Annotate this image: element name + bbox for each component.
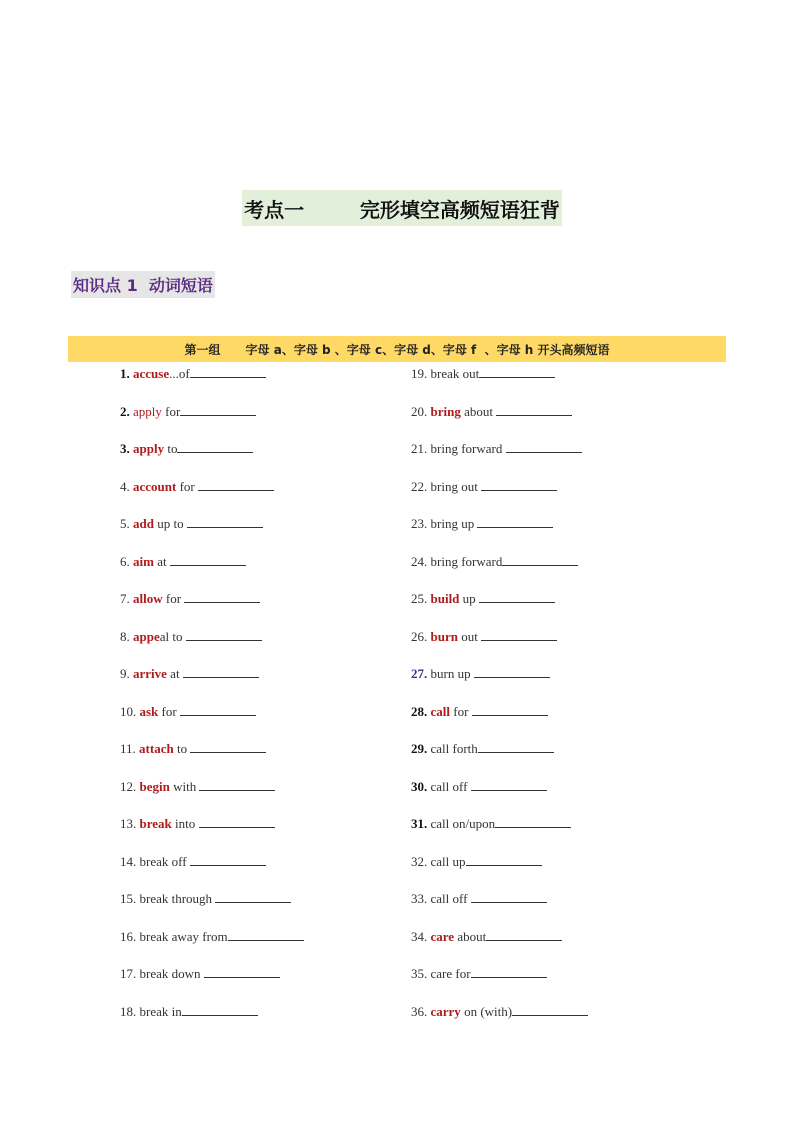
item-number: 36. (411, 1003, 431, 1019)
item-number: 6. (120, 553, 133, 569)
phrase-item (120, 776, 304, 814)
group-header: 第一组 字母 a、字母 b 、字母 c、字母 d、字母 f 、字母 h 开头高频短语 (68, 336, 726, 362)
phrase-item (411, 851, 588, 889)
phrase-text: for (158, 703, 177, 719)
answer-blank[interactable] (198, 478, 274, 491)
item-number: 26. (411, 628, 431, 644)
phrase-item (411, 438, 588, 476)
item-number: 8. (120, 628, 133, 644)
phrase-item (120, 663, 304, 701)
phrase-item (120, 926, 304, 964)
highlighted-word: attach (139, 741, 174, 756)
answer-blank[interactable] (187, 515, 263, 528)
item-number: 10. (120, 703, 140, 719)
phrase-text: call forth (430, 741, 478, 756)
phrase-text: bring out (430, 478, 478, 494)
answer-blank[interactable] (506, 440, 582, 453)
highlighted-word: break (139, 816, 172, 831)
phrase-text: ...of (169, 366, 190, 381)
phrase-text: to (173, 741, 188, 756)
item-number: 23. (411, 516, 431, 531)
item-number: 1. (120, 366, 133, 381)
item-number: 18. (120, 1003, 140, 1019)
item-number: 2. (120, 403, 133, 419)
answer-blank[interactable] (471, 890, 547, 903)
page-title: 考点一 完形填空高频短语狂背 (242, 190, 562, 226)
phrase-item (411, 1001, 588, 1039)
item-number: 7. (120, 591, 133, 606)
answer-blank[interactable] (477, 515, 553, 528)
phrase-text: on (with) (460, 1003, 513, 1019)
phrase-item (120, 963, 304, 1001)
phrase-item (120, 813, 304, 851)
item-number: 24. (411, 553, 431, 569)
answer-blank[interactable] (228, 928, 304, 941)
phrase-text: at (166, 666, 180, 681)
item-number: 35. (411, 966, 431, 981)
phrase-text: bring forward (430, 441, 503, 456)
item-number: 29. (411, 741, 431, 756)
phrase-item (411, 663, 588, 701)
answer-blank[interactable] (481, 628, 557, 641)
item-number: 15. (120, 891, 140, 906)
phrase-text: call up (430, 853, 466, 869)
phrase-list-left (120, 363, 304, 1038)
item-number: 14. (120, 853, 140, 869)
phrase-item (120, 1001, 304, 1039)
highlighted-word: begin (139, 778, 170, 794)
phrase-text: out (457, 628, 478, 644)
phrase-text: break down (139, 966, 201, 981)
answer-blank[interactable] (471, 778, 547, 791)
item-number: 22. (411, 478, 431, 494)
highlighted-word: apply (133, 441, 165, 456)
answer-blank[interactable] (180, 703, 256, 716)
section-heading: 知识点 1 动词短语 (71, 271, 215, 298)
answer-blank[interactable] (190, 740, 266, 753)
answer-blank[interactable] (512, 1003, 588, 1016)
answer-blank[interactable] (190, 853, 266, 866)
item-number: 33. (411, 891, 431, 906)
answer-blank[interactable] (496, 403, 572, 416)
phrase-item (120, 588, 304, 626)
phrase-text: up to (153, 516, 184, 531)
phrase-text: for (161, 403, 181, 419)
phrase-item (120, 438, 304, 476)
answer-blank[interactable] (481, 478, 557, 491)
phrase-text: break out (430, 366, 480, 381)
phrase-item (120, 476, 304, 514)
item-number: 28. (411, 703, 431, 719)
answer-blank[interactable] (479, 590, 555, 603)
item-number: 5. (120, 516, 133, 531)
highlighted-word: aim (133, 553, 154, 569)
phrase-item (120, 363, 304, 401)
highlighted-word: allow (133, 591, 163, 606)
item-number: 30. (411, 778, 431, 794)
phrase-text: bring up (430, 516, 475, 531)
phrase-text: break through (139, 891, 213, 906)
answer-blank[interactable] (199, 815, 275, 828)
phrase-text: with (169, 778, 197, 794)
phrase-text: for (162, 591, 182, 606)
answer-blank[interactable] (502, 553, 578, 566)
item-number: 34. (411, 928, 431, 944)
highlighted-word: account (133, 478, 177, 494)
item-number: 17. (120, 966, 140, 981)
item-number: 16. (120, 928, 140, 944)
phrase-item (120, 851, 304, 889)
phrase-item (120, 888, 304, 926)
answer-blank[interactable] (186, 628, 262, 641)
phrase-item (120, 401, 304, 439)
item-number: 32. (411, 853, 431, 869)
highlighted-word: build (430, 591, 460, 606)
phrase-item (411, 363, 588, 401)
phrase-list-right (411, 363, 588, 1038)
phrase-text: call off (430, 891, 468, 906)
item-number: 13. (120, 816, 140, 831)
phrase-item (411, 926, 588, 964)
answer-blank[interactable] (486, 928, 562, 941)
phrase-text: about (460, 403, 493, 419)
highlighted-word: carry (430, 1003, 461, 1019)
phrase-text: into (171, 816, 196, 831)
phrase-text: bring forward (430, 553, 503, 569)
phrase-item (411, 738, 588, 776)
phrase-text: call off (430, 778, 468, 794)
phrase-text: to (164, 441, 178, 456)
item-number: 31. (411, 816, 431, 831)
item-number: 19. (411, 366, 431, 381)
phrase-item (411, 401, 588, 439)
phrase-item (411, 476, 588, 514)
phrase-text: care for (430, 966, 471, 981)
phrase-text: break in (139, 1003, 182, 1019)
highlighted-word: care (430, 928, 455, 944)
phrase-text: break off (139, 853, 187, 869)
item-number: 4. (120, 478, 133, 494)
answer-blank[interactable] (215, 890, 291, 903)
phrase-item (411, 776, 588, 814)
answer-blank[interactable] (479, 365, 555, 378)
phrase-item (411, 963, 588, 1001)
phrase-item (120, 626, 304, 664)
phrase-item (120, 513, 304, 551)
item-number: 9. (120, 666, 133, 681)
answer-blank[interactable] (472, 703, 548, 716)
answer-blank[interactable] (495, 815, 571, 828)
item-number: 27. (411, 666, 431, 681)
phrase-text: burn up (430, 666, 471, 681)
item-number: 3. (120, 441, 133, 456)
highlighted-word: accuse (133, 366, 170, 381)
item-number: 12. (120, 778, 140, 794)
answer-blank[interactable] (204, 965, 280, 978)
phrase-item (411, 588, 588, 626)
item-number: 21. (411, 441, 431, 456)
phrase-item (411, 626, 588, 664)
phrase-text: about (454, 928, 487, 944)
answer-blank[interactable] (183, 665, 259, 678)
answer-blank[interactable] (190, 365, 266, 378)
item-number: 11. (120, 741, 140, 756)
highlighted-word: apply (133, 403, 162, 419)
answer-blank[interactable] (478, 740, 554, 753)
answer-blank[interactable] (177, 440, 253, 453)
highlighted-word: add (133, 516, 154, 531)
phrase-item (120, 738, 304, 776)
phrase-item (411, 551, 588, 589)
item-number: 25. (411, 591, 431, 606)
highlighted-word: bring (430, 403, 461, 419)
answer-blank[interactable] (199, 778, 275, 791)
phrase-text: break away from (139, 928, 228, 944)
highlighted-word: call (430, 703, 450, 719)
answer-blank[interactable] (184, 590, 260, 603)
phrase-item (411, 513, 588, 551)
highlighted-word: ask (139, 703, 159, 719)
answer-blank[interactable] (474, 665, 550, 678)
highlighted-word: burn (430, 628, 458, 644)
answer-blank[interactable] (471, 965, 547, 978)
answer-blank[interactable] (180, 403, 256, 416)
phrase-text: al to (159, 628, 183, 644)
phrase-text: at (153, 553, 167, 569)
phrase-text: for (176, 478, 195, 494)
answer-blank[interactable] (170, 553, 246, 566)
highlighted-word: arrive (133, 666, 167, 681)
phrase-text: call on/upon (430, 816, 496, 831)
highlighted-word: appe (133, 628, 160, 644)
phrase-text: up (459, 591, 476, 606)
item-number: 20. (411, 403, 431, 419)
answer-blank[interactable] (182, 1003, 258, 1016)
phrase-item (411, 701, 588, 739)
phrase-item (120, 701, 304, 739)
answer-blank[interactable] (466, 853, 542, 866)
phrase-text: for (450, 703, 469, 719)
phrase-item (411, 888, 588, 926)
phrase-item (120, 551, 304, 589)
phrase-item (411, 813, 588, 851)
